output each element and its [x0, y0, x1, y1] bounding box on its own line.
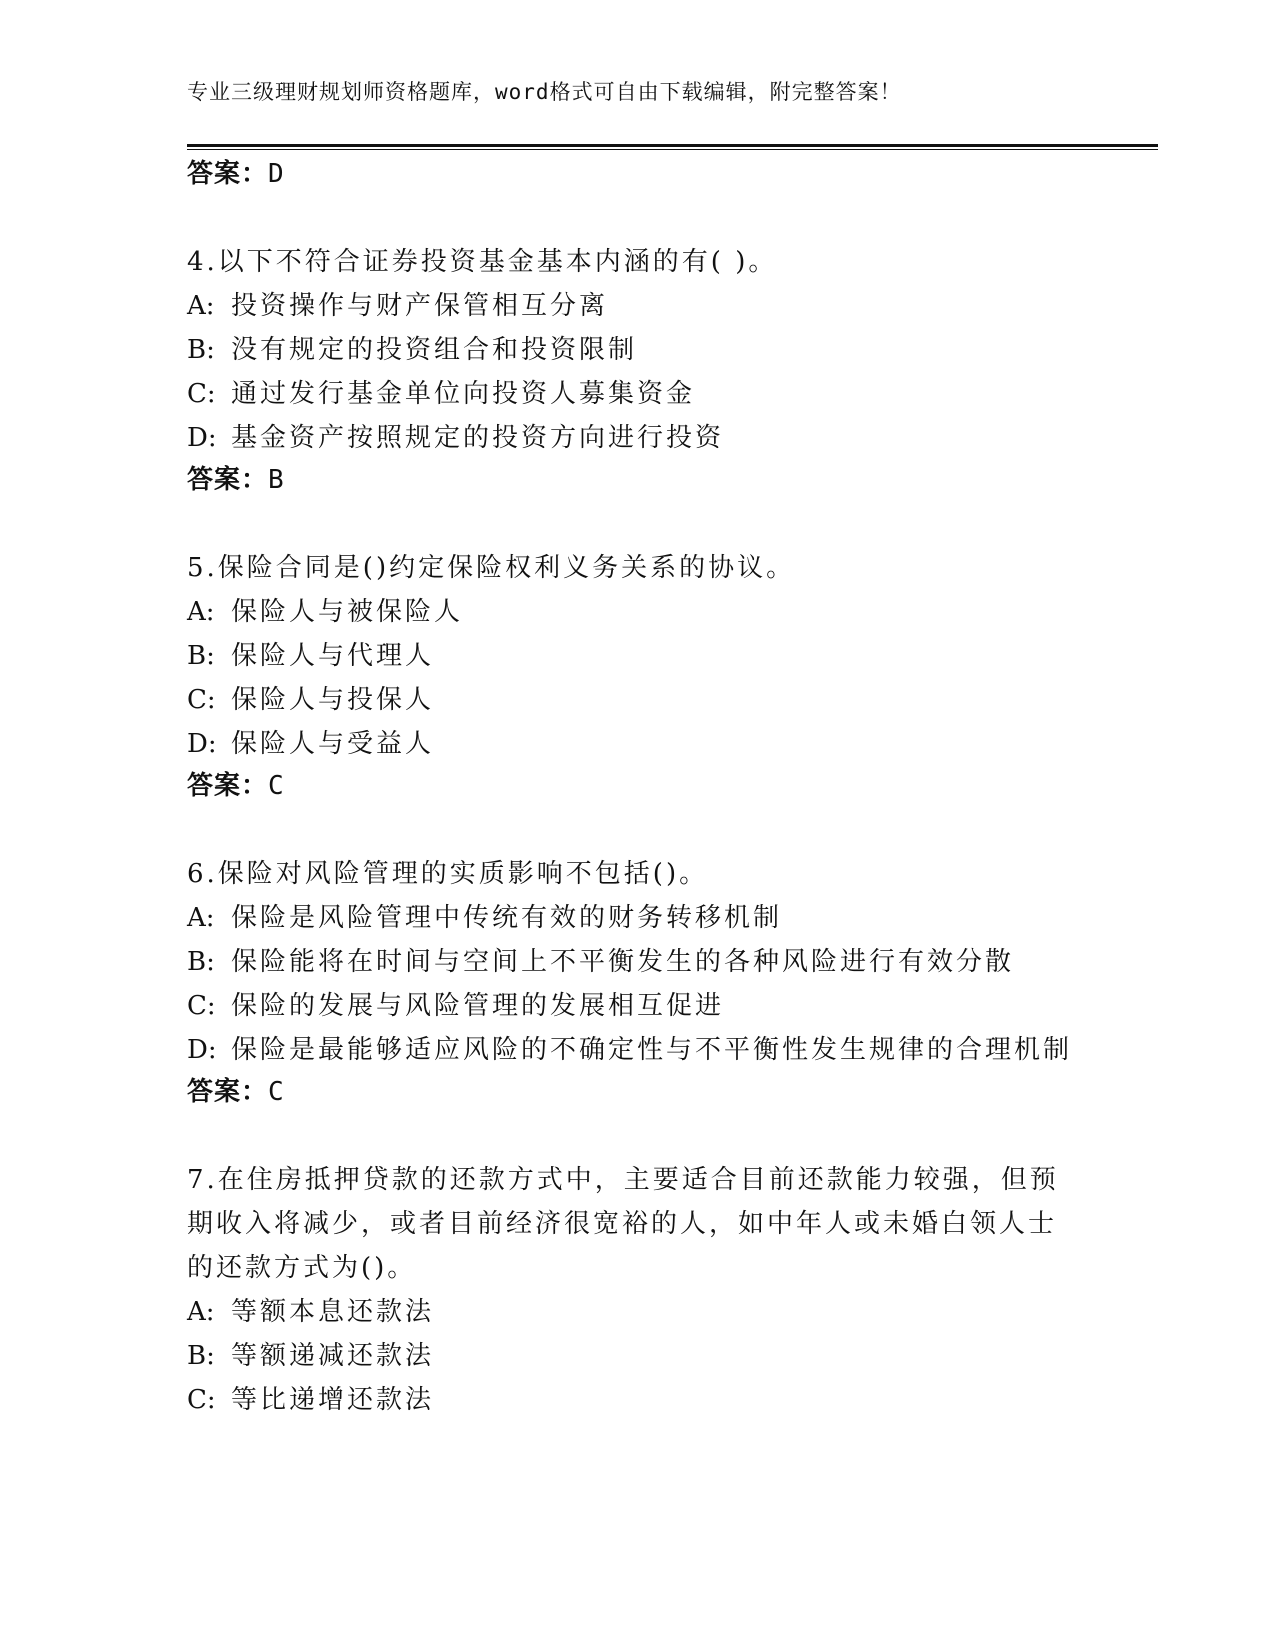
- option-letter: A:: [187, 291, 215, 321]
- header-rule-thin: [187, 149, 1158, 150]
- option-text: 保险人与代理人: [231, 641, 435, 671]
- answer-value: B: [268, 465, 285, 495]
- option-text: 保险人与被保险人: [231, 597, 464, 627]
- option-text: 投资操作与财产保管相互分离: [231, 291, 609, 321]
- option-d: [187, 726, 434, 762]
- option-letter: B:: [187, 947, 215, 977]
- answer-value: D: [268, 159, 285, 189]
- option-letter: C:: [187, 379, 216, 409]
- answer-value: C: [268, 1077, 285, 1107]
- option-text: 等额本息还款法: [231, 1297, 435, 1327]
- question-stem-line-2: 期收入将减少，或者目前经济很宽裕的人，如中年人或未婚白领人士: [187, 1209, 1058, 1239]
- option-letter: C:: [187, 991, 216, 1021]
- option-text: 通过发行基金单位向投资人募集资金: [231, 379, 696, 409]
- question-stem-line-3: 的还款方式为()。: [187, 1253, 417, 1283]
- option-d: [187, 1032, 1072, 1068]
- option-letter: D:: [187, 423, 217, 453]
- answer-line: [187, 462, 285, 498]
- option-c: [187, 1382, 434, 1418]
- option-text: 保险是最能够适应风险的不确定性与不平衡性发生规律的合理机制: [231, 1035, 1073, 1065]
- option-b: [187, 944, 1014, 980]
- option-c: [187, 988, 724, 1024]
- answer-label: 答案：: [187, 465, 269, 495]
- question-stem: 4.以下不符合证券投资基金基本内涵的有( )。: [187, 247, 778, 277]
- option-letter: B:: [187, 641, 215, 671]
- question-stem-line-1: 7.在住房抵押贷款的还款方式中，主要适合目前还款能力较强，但预: [187, 1165, 1059, 1195]
- question-stem: 5.保险合同是()约定保险权利义务关系的协议。: [187, 553, 796, 583]
- option-c: [187, 682, 434, 718]
- option-letter: C:: [187, 685, 216, 715]
- option-b: [187, 638, 434, 674]
- question-stem: 6.保险对风险管理的实质影响不包括()。: [187, 859, 709, 889]
- option-letter: D:: [187, 1035, 217, 1065]
- page-header: 专业三级理财规划师资格题库，word格式可自由下载编辑，附完整答案！: [187, 80, 902, 104]
- option-a: [187, 900, 782, 936]
- option-a: [187, 594, 463, 630]
- answer-label: 答案：: [187, 1077, 269, 1107]
- option-text: 基金资产按照规定的投资方向进行投资: [231, 423, 725, 453]
- answer-label: 答案：: [187, 771, 269, 801]
- option-a: [187, 1294, 434, 1330]
- option-b: [187, 1338, 434, 1374]
- option-letter: C:: [187, 1385, 216, 1415]
- option-text: 保险是风险管理中传统有效的财务转移机制: [231, 903, 783, 933]
- option-letter: A:: [187, 597, 215, 627]
- option-c: [187, 376, 695, 412]
- option-text: 没有规定的投资组合和投资限制: [231, 335, 638, 365]
- option-b: [187, 332, 637, 368]
- option-d: [187, 420, 724, 456]
- answer-label: 答案：: [187, 159, 269, 189]
- option-text: 保险人与投保人: [231, 685, 435, 715]
- option-letter: A:: [187, 903, 215, 933]
- option-letter: B:: [187, 335, 215, 365]
- answer-line: [187, 156, 285, 192]
- answer-line: [187, 1074, 285, 1110]
- answer-line: [187, 768, 285, 804]
- answer-value: C: [268, 771, 285, 801]
- option-letter: B:: [187, 1341, 215, 1371]
- option-letter: A:: [187, 1297, 215, 1327]
- header-rule-thick: [187, 144, 1158, 147]
- option-text: 保险的发展与风险管理的发展相互促进: [231, 991, 725, 1021]
- option-text: 保险人与受益人: [231, 729, 435, 759]
- option-letter: D:: [187, 729, 217, 759]
- option-a: [187, 288, 608, 324]
- option-text: 等比递增还款法: [231, 1385, 435, 1415]
- option-text: 保险能将在时间与空间上不平衡发生的各种风险进行有效分散: [231, 947, 1015, 977]
- option-text: 等额递减还款法: [231, 1341, 435, 1371]
